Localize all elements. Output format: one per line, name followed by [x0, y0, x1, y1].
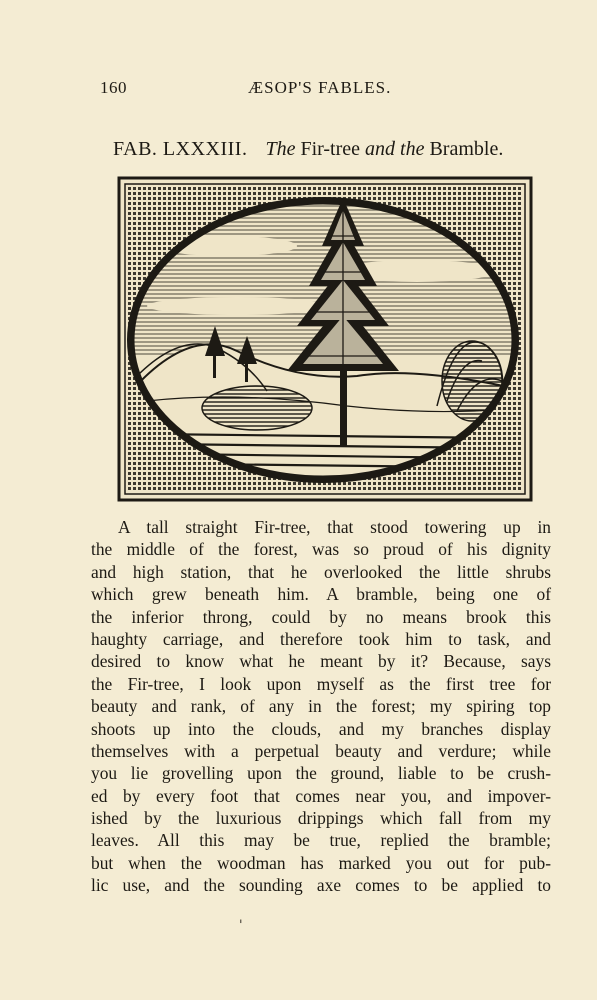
body-line: themselves with a perpetual beauty and verdure; while [91, 740, 551, 761]
body-line: and high station, that he overlooked the little shrubs [91, 561, 551, 582]
title-and-the: and the [365, 138, 425, 160]
body-line: ed by every foot that comes near you, and impover- [91, 785, 551, 806]
title-the: The [265, 138, 296, 160]
running-head [100, 78, 550, 102]
fable-title [113, 138, 553, 161]
woodcut-illustration [117, 176, 533, 502]
body-line: the Fir-tree, I look upon myself as the first tree for [91, 673, 551, 694]
page-number: 160 [100, 78, 127, 97]
fable-body-text [91, 516, 551, 897]
fable-number: FAB. LXXXIII. [113, 138, 248, 160]
body-line: leaves. All this may be true, replied the bramble; [91, 830, 551, 851]
body-line: you lie grovelling upon the ground, liable to be crush- [91, 763, 551, 784]
stray-ink-mark: ' [239, 918, 243, 933]
title-word-firtree: Fir-tree [300, 138, 361, 160]
body-line: but when the woodman has marked you out for pub- [91, 852, 551, 873]
body-line: A tall straight Fir-tree, that stood towering up in [118, 517, 551, 537]
body-line: which grew beneath him. A bramble, being one of [91, 584, 551, 605]
body-line: ished by the luxurious drippings which fall from my [91, 808, 551, 829]
body-line: desired to know what he meant by it? Because, says [91, 651, 551, 672]
running-title: ÆSOP'S FABLES. [248, 78, 392, 97]
body-line: the inferior throng, could by no means brook this [91, 606, 551, 627]
body-line: the middle of the forest, was so proud of his dignity [91, 539, 551, 560]
body-line: shoots up into the clouds, and my branches display [91, 718, 551, 739]
body-line: haughty carriage, and therefore took him to task, and [91, 628, 551, 649]
title-word-bramble: Bramble. [429, 138, 504, 160]
body-line: lic use, and the sounding axe comes to be applied to [91, 875, 551, 896]
body-line: beauty and rank, of any in the forest; my spiring top [91, 696, 551, 717]
